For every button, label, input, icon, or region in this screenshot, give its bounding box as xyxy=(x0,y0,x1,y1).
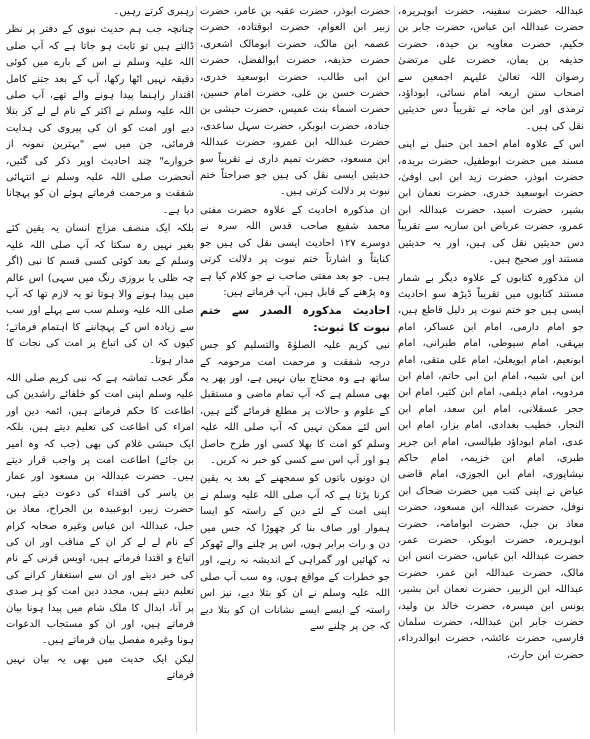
paragraph: ان مذکورہ کتابوں کے علاوہ دیگر بے شمار مستند کتابوں میں تقریباً ڈیڑھ سو احادیث ایسی ہیں جو ختم نبوت پر دلیل قاطع ہیں، جو امام دارمی، امام ابن عساکر، امام بیہقی، امام سیوطی، امام طبرانی، امام ابونعیم، امام ابویعلیٰ، امام علی متقی، امام ابن ابی شیبہ، امام ابن ابی حاتم، امام ابن مردویہ، امام دیلمی، امام ابن کثیر، امام ابن حجر عسقلانی، امام ابن سعد، امام ابن النجار، خطیب بغدادی، امام بزار، امام ابن عدی، امام ابوداؤد طیالسی، امام ابن جریر طبری، امام ابن خزیمہ، امام حاکم نیشاپوری، امام ابن الجوزی، امام قاضی عیاض نے اپنی کتب میں حضرت ضحاک ابن نوفل، حضرت عبداللہ ابن مسعود، حضرت معاذ بن جبل، حضرت ابوامامہ، حضرت ابوہریرہ، حضرت ابوبکر، حضرت عمر، حضرت عبداللہ ابن عباس، حضرت انس ابن مالک، حضرت عبداللہ ابن عمر، حضرت عبداللہ ابن الزبیر، حضرت نعمان ابن بشیر، یونس ابن میسرہ، حضرت خالد بن ولید، حضرت جابر ابن عبداللہ، حضرت سلمان فارسی، حضرت عائشہ، حضرت ابوالدرداء، حضرت ابن حارث، xyxy=(398,272,584,661)
paragraph: اس کے علاوہ امام احمد ابن حنبل نے اپنی مسند میں حضرت ابوطفیل، حضرت بریدہ، حضرت ابوذر، حضرت زید ابن ابی اوفیٰ، حضرت ابوسعید خدری، حضرت نعمان ابن بشیر، حضرت اسید، حضرت عبداللہ ابن عمرو، حضرت عرباض ابن ساریہ سے تقریباً دس حدیثیں نقل کی ہیں، اور یہ حدیثیں مستند اور صحیح ہیں۔ xyxy=(398,139,584,266)
paragraph: ان دونوں باتوں کو سمجھنے کے بعد یہ یقین کرنا پڑتا ہے کہ آپ صلی اللہ علیہ وسلم نے اپنی امت کے لئے دین کے راستہ کو ایسا ہموار اور صاف بنا کر چھوڑا کہ جس میں دن و رات برابر ہوں، اس پر چلنے والے ٹھوکر نہ کھائیں اور گمراہی کے اندیشہ نہ رہے، اور جو خطرات کے مواقع ہوں، وہ سب آپ صلی اللہ علیہ وسلم نے ان کو بتلا دیے، نیز اس راستہ کے ایسے ایسے نشانات ان کو بتلا دیے کہ جن پر چلنے سے xyxy=(200,473,390,633)
paragraph: بلکہ ایک منصف مزاج انسان یہ یقین کئے بغیر نہیں رہ سکتا کہ آپ صلی اللہ علیہ وسلم کے بعد کوئی کسی قسم کا نبی (اگر چہ ظلی یا بروزی رنگ میں سہی) اس عالم میں پیدا ہونے والا ہوتا تو یہ لازم تھا کہ آپ صلی اللہ علیہ وسلم سب سے پہلے اور سب سے زیادہ اس کے پہچاننے کا اہتمام فرماتے؛ کیوں کہ ان کی اتباع پر امت کی نجات کا مدار ہوتا۔ xyxy=(6,223,194,366)
paragraph: چنانچہ جب ہم حدیث نبوی کے دفتر پر نظر ڈالتے ہیں تو ثابت ہو جاتا ہے کہ آپ صلی اللہ علیہ وسلم نے اس کے بارے میں کوئی دقیقہ نہیں اٹھا رکھا، آپ کے بعد جتنے کامل اقتدار راہنما پیدا ہونے والے تھے، آپ صلی اللہ علیہ وسلم نے اکثر کے نام لے لے کر بتلا دیے اور امت کو ان کی پیروی کی ہدایت فرمائی، جن میں سے "بہترین نمونہ از خروارے" چند احادیث اوپر ذکر کی گئیں، آنحضرت صلی اللہ علیہ وسلم نے انتہائی شفقت و مرحمت فرماتے ہوئے ان کو پہچانا دیا ہے۔ xyxy=(6,24,194,216)
paragraph: عبداللہ حضرت سفینہ، حضرت ابوہریرہ، حضرت عبداللہ ابن عباس، حضرت جابر بن حکیم، حضرت معاویہ بن حیدہ، حضرت حذیفہ بن یمان، حضرت علی مرتضیٰ رضوان اللہ تعالیٰ علیہم اجمعین سے اصحاب سنن اربعہ امام نسائی، ابوداؤد، ترمذی اور ابن ماجہ نے تقریباً دس حدیثیں نقل کی ہیں۔ xyxy=(398,6,584,132)
paragraph: حضرت ابوذر، حضرت عقبہ بن عامر، حضرت زبیر ابن العوام، حضرت ابوقتادہ، حضرت عصمہ ابن مالک، حضرت ابومالک اشعری، حضرت حذیفہ، حضرت ابوالفضل، حضرت ابن ابی طالب، حضرت ابوسعید خدری، حضرت حسن بن علی، حضرت امام حسین، حضرت اسماء بنت عمیس، حضرت حبشی بن جنادہ، حضرت ابوبکر، حضرت سہل ساعدی، حضرت عبداللہ ابن عمرو، حضرت عبداللہ ابن مسعود، حضرت تمیم داری نے تقریباً سو حدیثیں ایسی نقل کی ہیں جو صراحتاً ختم نبوت پر دلالت کرتی ہیں۔ xyxy=(200,6,390,198)
column-divider xyxy=(196,6,197,733)
paragraph: رہبری کرتے رہیں۔ xyxy=(113,6,194,17)
text-column-middle xyxy=(200,4,390,735)
paragraph: نبی کریم علیہ الصلوٰۃ والتسلیم کو جس درجہ شفقت و مرحمت امت مرحومہ کے ساتھ ہے وہ محتاج بیان نہیں ہے، اور پھر یہ بھی مسلم ہے کہ آپ تمام ماضی و مستقبل کے علوم و حالات پر مطلع فرمائے گئے ہیں، اس لئے ممکن نہیں کہ آپ صلی اللہ علیہ وسلم کو امت کا بھلا کسی اور طرح حاصل ہو اور آپ اس سے کسی کو خبر نہ کریں۔ xyxy=(200,340,390,466)
paragraph: مگر عجب تماشہ ہے کہ نبی کریم صلی اللہ علیہ وسلم اپنی امت کو خلفائے راشدین کی اطاعت کا حکم فرماتے ہیں، ائمہ دین اور امراء کی اطاعت کی تعلیم دیتے ہیں، بلکہ ایک حبشی غلام کی بھی (جب کہ وہ امیر بن جائے) اطاعت امت پر واجب قرار دیتے ہیں۔ حضرت عبداللہ بن مسعود اور عمار بن یاسر کی اقتداء کی دعوت دیتے ہیں، حضرت زبیر، ابوعبیدہ بن الجراح، معاذ بن جبل، عبداللہ ابن عباس وغیرہ صحابہ کرام کے نام لے لے کر ان کے مناقب اور ان کی اتباع و اقتدا فرماتے ہیں، اویس قرنی کے نام کی خبر دیتے اور ان سے استغفار کرانے کی تعلیم دیتے ہیں، مجدد دین امت کو ہر صدی پر آنا، ابدال کا ملک شام میں پیدا ہونا بیان فرماتے ہیں، اور ان کو مستجاب الدعوات ہونا وغیرہ مفصل بیان فرماتے ہیں۔ xyxy=(6,372,194,647)
text-column-left xyxy=(6,4,194,735)
section-heading: احادیث مذکورہ الصدر سے ختم نبوت کا ثبوت: xyxy=(200,304,390,334)
text-column-right xyxy=(398,4,584,735)
paragraph: ان مذکورہ احادیث کے علاوہ حضرت مفتی محمد شفیع صاحب قدس اللہ سرہ نے دوسرے ۱۲۷ احادیث ایسی نقل کی ہیں جو کنایتاً و اشارتاً ختم نبوت پر دلالت کرتی ہیں۔ جو بعد مفتی صاحب نے جو کلام کیا ہے وہ پڑھنے کے قابل ہیں، آپ فرماتے ہیں: xyxy=(200,204,390,298)
paragraph: لیکن ایک حدیث میں بھی یہ بیان نہیں فرماتے xyxy=(6,653,194,682)
column-divider xyxy=(394,6,395,733)
